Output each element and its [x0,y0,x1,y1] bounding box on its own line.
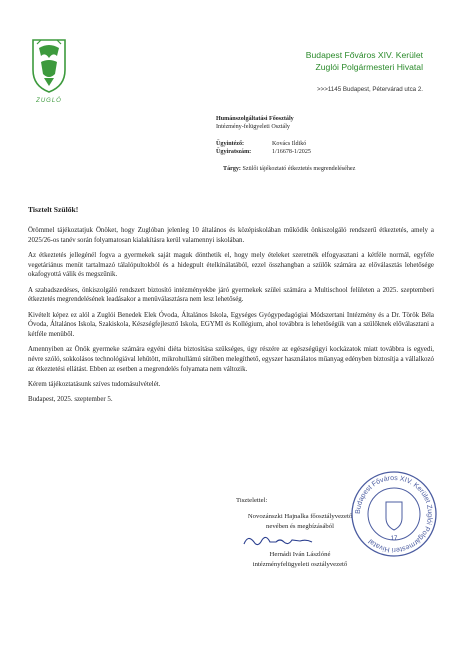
department-block [216,116,294,131]
handwritten-signature [240,530,320,552]
org-line-2: Zuglói Polgármesteri Hivatal [315,61,423,72]
closing: Tisztelettel: [236,497,268,504]
paragraph: Az étkeztetés jellegénél fogva a gyermekek saját maguk dönthetik el, hogy mely ételeket szeretnék elfogyasztani a kétféle normál, egyféle vegetáriánus menüt tartalmazó tálalópultokból és a hidegpult ételkínálatából, ezzel összhangban a szülők számára az előválasztás lehetősége okafogyottá válik és megszűnik. [28,252,434,279]
paragraph: A szabadszedéses, önkiszolgáló rendszert biztosító intézményekbe járó gyermekek szülei számára a Multischool felületen a 2025. szeptemberi étkeztetés megrendelésének leadásakor a menüválasztásra nem lesz lehetőség. [28,286,434,304]
subject-line [223,166,355,172]
letter-greeting: Tisztelt Szülők! [28,205,79,214]
paragraph: Kivételt képez ez alól a Zuglói Benedek Elek Óvoda, Általános Iskola, Egységes Gyógypedagógiai Módszertani Intézmény és a Dr. Török Béla Óvoda, Általános Iskola, Szakiskola, Készségfejlesztő Iskola, EGYMI és Kollégium, ahol továbbra is lehetőségük van a szülőknek előválasztani a kétféle menüből. [28,311,434,339]
signatory-name: Hernádi Iván Lászlóné [269,551,331,558]
stamp-number: 17 [390,536,398,542]
official-stamp [348,468,440,560]
letter-body [28,226,434,411]
subject-label: Tárgy: [223,166,241,172]
administrator-value: Kovács Ildikó [272,141,307,147]
reference-number-label: Ügyiratszám: [216,148,252,155]
sub-department-name: Intézmény-felügyeleti Osztály [216,123,290,130]
signatory-on-behalf: Novozánszki Hajnalka főosztályvezető [247,513,353,520]
org-address: >>>1145 Budapest, Pétervárad utca 2. [316,86,423,93]
organization-name [306,50,423,73]
signatory-mandate: nevében és megbízásából [266,522,334,530]
department-name: Humánszolgáltatási Főosztály [216,116,294,122]
paragraph: Amennyiben az Önök gyermeke számára egyéni diéta biztosítása szükséges, úgy részére az egészségügyi kockázatok miatt továbbra is egyedi, névre szóló, sokkolásos technológiával lehűtött, mikrohullámú sütőben melegíthető, egyszer használatos műanyag edényben biztosítja a vállalkozó az étkeztetési ellátást. Ebben az esetben a megrendelés folyamata nem változik. [28,346,434,373]
svg-text:Budapest Főváros XIV. Kerület: Budapest Főváros XIV. Kerület Zuglói Polgármesteri Hivatal [354,474,434,554]
signatory-title: intézményfelügyeleti osztályvezető [252,560,348,568]
coat-of-arms-logo [27,34,71,96]
document-meta [216,141,311,156]
paragraph: Örömmel tájékoztatjuk Önöket, hogy Zuglóban jelenleg 10 általános és középiskolában működik önkiszolgáló rendszerű étkeztetés, amely a 2025/26-os tanév során folyamatosan kialakításra kerül valamennyi iskolában. [28,227,434,244]
org-line-1: Budapest Főváros XIV. Kerület [305,50,423,60]
date-line: Budapest, 2025. szeptember 5. [28,396,113,404]
administrator-label: Ügyintéző: [216,141,245,147]
subject-value: Szülői tájékoztató étkeztetés megrendeléséhez [242,166,356,172]
reference-number-value: 1/16678-1/2025 [272,148,311,155]
paragraph: Kérem tájékoztatásunk szíves tudomásulvételét. [28,381,161,389]
logo-text: ZUGLÓ [36,98,62,104]
